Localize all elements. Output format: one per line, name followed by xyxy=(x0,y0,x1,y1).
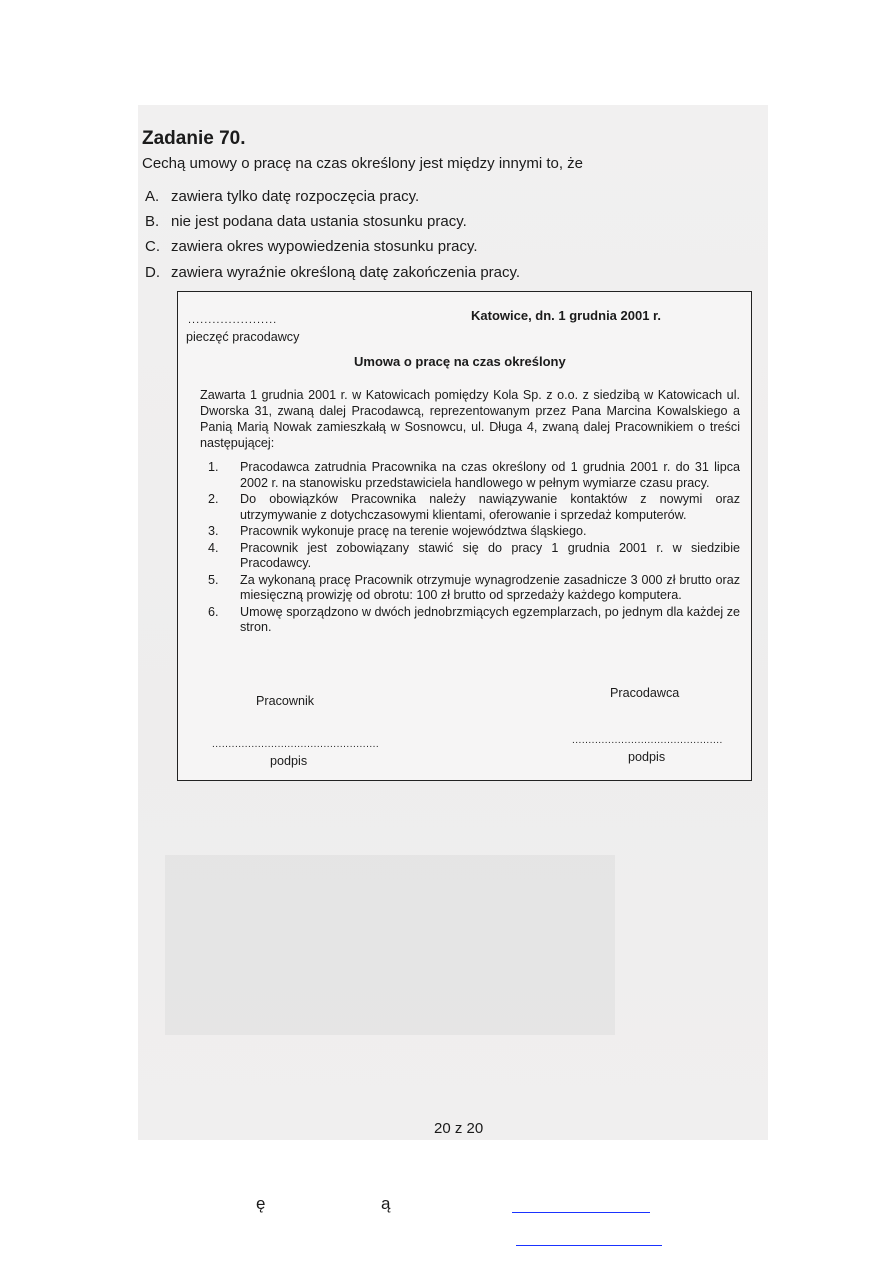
option-d xyxy=(145,264,520,281)
contract-item xyxy=(208,605,740,636)
footer-glyph-a-ogonek: ą xyxy=(381,1194,391,1213)
footer-glyph-e-ogonek: ę xyxy=(256,1194,266,1213)
option-letter: A. xyxy=(145,188,160,205)
item-number: 6. xyxy=(208,604,219,619)
item-text: Umowę sporządzono w dwóch jednobrzmiących egzemplarzach, po jednym dla każdej ze stron. xyxy=(240,604,740,634)
option-text: nie jest podana data ustania stosunku pracy. xyxy=(171,213,467,230)
option-a xyxy=(145,188,419,205)
footer-link-underline[interactable] xyxy=(512,1212,650,1213)
item-text: Pracownik jest zobowiązany stawić się do pracy 1 grudnia 2001 r. w siedzibie Pracodawcy. xyxy=(240,540,740,570)
item-text: Pracodawca zatrudnia Pracownika na czas określony od 1 grudnia 2001 r. do 31 lipca 2002 r. na stanowisku przedstawiciela handlowego w pełnym wymiarze czasu pracy. xyxy=(240,460,740,490)
contract-item xyxy=(208,460,740,491)
contract-item xyxy=(208,524,740,540)
signature-line-employee: ................................................... xyxy=(212,739,380,750)
item-number: 2. xyxy=(208,492,219,506)
contract-item xyxy=(208,541,740,572)
item-text: Za wykonaną pracę Pracownik otrzymuje wynagrodzenie zasadnicze 3 000 zł brutto oraz miesięczną prowizję od obrotu: 100 zł brutto od sprzedaży każdego komputera. xyxy=(240,572,740,602)
option-b xyxy=(145,213,467,230)
item-text: Pracownik wykonuje pracę na terenie województwa śląskiego. xyxy=(240,524,587,538)
page-number: 20 z 20 xyxy=(434,1120,484,1137)
option-text: zawiera wyraźnie określoną datę zakończenia pracy. xyxy=(171,264,521,281)
place-date: Katowice, dn. 1 grudnia 2001 r. xyxy=(471,308,662,323)
contract-item xyxy=(208,573,740,604)
task-title: Zadanie 70. xyxy=(142,128,246,149)
option-letter: D. xyxy=(145,264,160,281)
item-number: 5. xyxy=(208,572,219,587)
task-question: Cechą umowy o pracę na czas określony jest między innymi to, że xyxy=(142,155,584,172)
option-letter: B. xyxy=(145,213,160,230)
employee-label: Pracownik xyxy=(256,694,315,708)
signature-label-employer: podpis xyxy=(628,750,666,764)
contract-item xyxy=(208,492,740,523)
item-number: 3. xyxy=(208,524,219,538)
option-c xyxy=(145,238,478,255)
option-text: zawiera okres wypowiedzenia stosunku pracy. xyxy=(171,238,478,255)
signature-label-employee: podpis xyxy=(270,754,308,768)
contract-items xyxy=(208,460,740,637)
footer-link-underline[interactable] xyxy=(516,1245,662,1246)
item-number: 4. xyxy=(208,540,219,555)
contract-heading: Umowa o pracę na czas określony xyxy=(354,354,566,369)
stamp-dots: ...................... xyxy=(188,314,278,326)
item-number: 1. xyxy=(208,460,219,474)
employer-label: Pracodawca xyxy=(610,686,680,700)
item-text: Do obowiązków Pracownika należy nawiązywanie kontaktów z nowymi oraz utrzymywanie z dotychczasowymi klientami, oferowanie i sprzedaż komputerów. xyxy=(240,492,740,522)
option-letter: C. xyxy=(145,238,160,255)
option-text: zawiera tylko datę rozpoczęcia pracy. xyxy=(171,188,420,205)
contract-intro: Zawarta 1 grudnia 2001 r. w Katowicach pomiędzy Kola Sp. z o.o. z siedzibą w Katowicach ul. Dworska 31, zwaną dalej Pracodawcą, reprezentowanym przez Pana Marcina Kowalskiego a Panią Marią Nowak zamieszkałą w Sosnowcu, ul. Długa 4, zwaną dalej Pracownikiem o treści następującej: xyxy=(200,388,740,450)
signature-line-employer: .............................................. xyxy=(572,735,723,746)
stamp-label: pieczęć pracodawcy xyxy=(186,330,300,344)
contract-document xyxy=(177,291,752,781)
bleed-through-shadow xyxy=(165,855,615,1035)
